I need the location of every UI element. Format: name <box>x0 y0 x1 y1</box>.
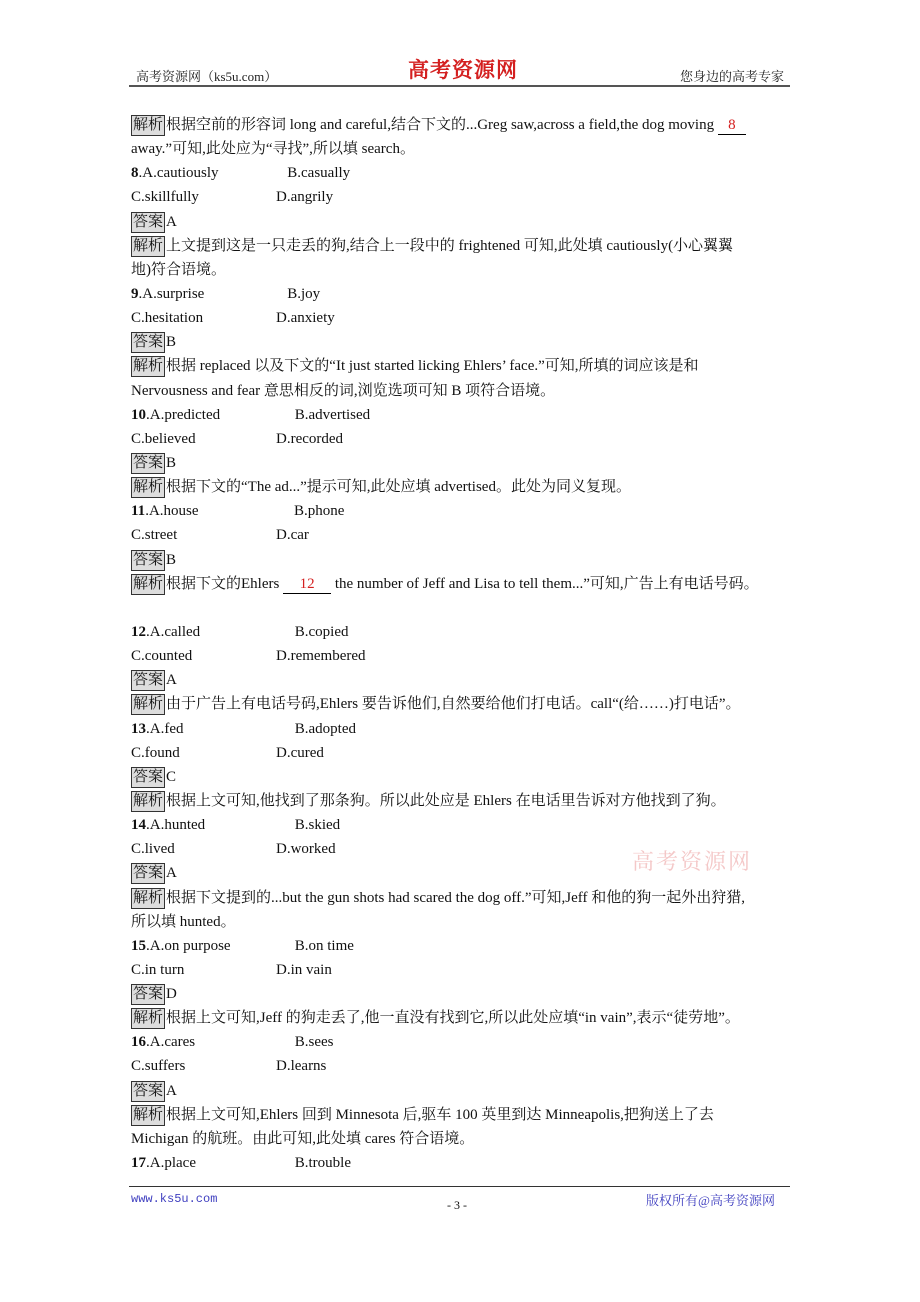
answer-value: C <box>166 768 177 785</box>
answer-line <box>131 330 811 354</box>
analysis-text: Michigan 的航班。由此可知,此处填 cares 符合语境。 <box>131 1130 475 1147</box>
option-c: C.skillfully <box>131 189 199 206</box>
analysis-text: 根据上文可知,他找到了那条狗。所以此处应是 Ehlers 在电话里告诉对方他找到了狗。 <box>166 792 726 809</box>
analysis-text: 根据下文的“The ad...”提示可知,此处应填 advertised。此处为同义复现。 <box>166 479 631 496</box>
analysis-text: the number of Jeff and Lisa to tell them...”可知,广告上有电话号码。 <box>331 575 759 592</box>
option-a: A.cautiously <box>142 165 219 182</box>
analysis-line <box>131 1103 811 1127</box>
analysis-line <box>131 475 811 499</box>
footer-link[interactable]: www.ks5u.com <box>131 1192 218 1206</box>
analysis-line <box>131 258 811 282</box>
option-b: B.adopted <box>294 720 356 737</box>
option-c: C.lived <box>131 841 175 858</box>
question-options-row: 14.A.hunted B.skied <box>131 813 811 837</box>
option-c: C.found <box>131 744 180 761</box>
answer-label: 答案 <box>131 550 165 571</box>
answer-line <box>131 1079 811 1103</box>
answer-label: 答案 <box>131 984 165 1005</box>
answer-value: A <box>166 865 177 882</box>
answer-label: 答案 <box>131 670 165 691</box>
header-divider <box>129 85 790 87</box>
option-d: D.in vain <box>276 961 332 978</box>
question-number: 9 <box>131 285 139 302</box>
question-number: 11 <box>131 503 146 520</box>
question-options-row: 10.A.predicted B.advertised <box>131 403 811 427</box>
question-number: 8 <box>131 165 139 182</box>
analysis-line <box>131 886 811 910</box>
analysis-label: 解析 <box>131 115 165 136</box>
question-options-row <box>131 185 811 209</box>
analysis-text: Nervousness and fear 意思相反的词,浏览选项可知 B 项符合语境。 <box>131 382 556 399</box>
empty-line <box>131 596 811 620</box>
analysis-label: 解析 <box>131 236 165 257</box>
question-options-row <box>131 644 811 668</box>
analysis-line <box>131 1127 811 1151</box>
option-c: C.believed <box>131 430 196 447</box>
option-d: D.car <box>276 527 309 544</box>
option-a: A.hunted <box>149 817 206 834</box>
question-number: 16 <box>131 1034 146 1051</box>
analysis-text: 上文提到这是一只走丢的狗,结合上一段中的 frightened 可知,此处填 cautiously(小心翼翼 <box>166 237 734 254</box>
footer-copyright: 版权所有@高考资源网 <box>646 1193 775 1208</box>
answer-line <box>131 210 811 234</box>
analysis-label: 解析 <box>131 574 165 595</box>
analysis-text: 根据空前的形容词 long and careful,结合下文的...Greg saw,across a field,the dog moving <box>166 117 718 133</box>
question-options-row: 17.A.place B.trouble <box>131 1151 811 1175</box>
analysis-line <box>131 572 811 596</box>
question-options-row: 13.A.fed B.adopted <box>131 717 811 741</box>
option-a: A.place <box>149 1155 196 1172</box>
option-c: C.hesitation <box>131 310 204 327</box>
option-a: A.fed <box>149 720 184 737</box>
question-number: 15 <box>131 937 146 954</box>
question-options-row <box>131 427 811 451</box>
option-c: C.street <box>131 527 178 544</box>
analysis-text: away.”可知,此处应为“寻找”,所以填 search。 <box>131 141 415 158</box>
page-number: - 3 - <box>447 1198 467 1212</box>
option-b: B.advertised <box>294 406 371 423</box>
answer-line <box>131 982 811 1006</box>
option-b: B.trouble <box>294 1155 351 1172</box>
question-number: 12 <box>131 623 146 640</box>
question-options-row: 9.A.surprise B.joy <box>131 282 811 306</box>
analysis-label: 解析 <box>131 1105 165 1126</box>
question-options-row: 15.A.on purpose B.on time <box>131 934 811 958</box>
analysis-text: 根据下文的Ehlers <box>166 575 284 592</box>
analysis-line <box>131 354 811 378</box>
blank-number: 8 <box>718 116 746 135</box>
analysis-text: 根据上文可知,Jeff 的狗走丢了,他一直没有找到它,所以此处应填“in vain”,表示“徒劳地”。 <box>166 1010 740 1027</box>
option-a: A.surprise <box>142 285 205 302</box>
option-a: A.called <box>149 623 201 640</box>
answer-label: 答案 <box>131 863 165 884</box>
question-options-row <box>131 741 811 765</box>
analysis-text: 根据下文提到的...but the gun shots had scared the dog off.”可知,Jeff 和他的狗一起外出狩猎, <box>166 889 745 906</box>
analysis-text: 由于广告上有电话号码,Ehlers 要告诉他们,自然要给他们打电话。call“(给……)打电话”。 <box>166 696 741 713</box>
header-logo: 高考资源网 <box>408 58 518 82</box>
question-options-row: 16.A.cares B.sees <box>131 1030 811 1054</box>
blank-number: 12 <box>283 575 331 594</box>
option-b: B.casually <box>287 165 351 182</box>
analysis-line <box>131 1006 811 1030</box>
analysis-text: 所以填 hunted。 <box>131 913 236 930</box>
option-c: C.suffers <box>131 1058 186 1075</box>
analysis-label: 解析 <box>131 791 165 812</box>
analysis-line <box>131 789 811 813</box>
answer-value: B <box>166 334 177 351</box>
answer-value: B <box>166 454 177 471</box>
question-number: 14 <box>131 817 146 834</box>
analysis-label: 解析 <box>131 1008 165 1029</box>
answer-label: 答案 <box>131 767 165 788</box>
answer-value: B <box>166 551 177 568</box>
analysis-text: 根据上文可知,Ehlers 回到 Minnesota 后,驱车 100 英里到达 Minneapolis,把狗送上了去 <box>166 1106 714 1123</box>
option-c: C.counted <box>131 648 193 665</box>
answer-line <box>131 548 811 572</box>
header-site-name: 高考资源网（ks5u.com） <box>136 69 278 84</box>
option-b: B.skied <box>294 817 341 834</box>
header-slogan: 您身边的高考专家 <box>679 69 784 84</box>
analysis-line <box>131 137 811 161</box>
analysis-line <box>131 910 811 934</box>
option-b: B.phone <box>293 503 345 520</box>
answer-label: 答案 <box>131 332 165 353</box>
option-a: A.predicted <box>149 406 221 423</box>
option-d: D.recorded <box>276 430 344 447</box>
answer-label: 答案 <box>131 1081 165 1102</box>
answer-value: A <box>166 672 177 689</box>
answer-value: D <box>166 986 177 1003</box>
analysis-label: 解析 <box>131 694 165 715</box>
answer-label: 答案 <box>131 212 165 233</box>
option-d: D.worked <box>276 841 336 858</box>
option-b: B.joy <box>287 285 321 302</box>
option-a: A.on purpose <box>149 937 231 954</box>
option-b: B.sees <box>294 1034 334 1051</box>
answer-label: 答案 <box>131 453 165 474</box>
analysis-line <box>131 379 811 403</box>
answer-line <box>131 765 811 789</box>
watermark: 高考资源网 <box>632 849 753 874</box>
analysis-line <box>131 692 811 716</box>
option-b: B.on time <box>294 937 354 954</box>
option-c: C.in turn <box>131 961 185 978</box>
answer-line <box>131 668 811 692</box>
question-options-row <box>131 1054 811 1078</box>
analysis-text: 地)符合语境。 <box>131 261 226 278</box>
analysis-text: 根据 replaced 以及下文的“It just started licking Ehlers’ face.”可知,所填的词应该是和 <box>166 358 699 375</box>
question-number: 13 <box>131 720 146 737</box>
question-options-row: 11.A.house B.phone <box>131 499 811 523</box>
analysis-line <box>131 113 811 137</box>
question-options-row <box>131 523 811 547</box>
option-a: A.house <box>148 503 199 520</box>
option-d: D.anxiety <box>276 310 335 327</box>
question-options-row <box>131 306 811 330</box>
answer-value: A <box>166 213 177 230</box>
footer-divider <box>129 1186 790 1187</box>
option-d: D.angrily <box>276 189 334 206</box>
option-d: D.learns <box>276 1058 327 1075</box>
question-options-row: 12.A.called B.copied <box>131 620 811 644</box>
analysis-label: 解析 <box>131 477 165 498</box>
option-a: A.cares <box>149 1034 196 1051</box>
option-b: B.copied <box>294 623 349 640</box>
answer-line <box>131 451 811 475</box>
option-d: D.remembered <box>276 648 366 665</box>
document-body <box>131 113 811 1175</box>
analysis-line <box>131 234 811 258</box>
analysis-label: 解析 <box>131 888 165 909</box>
question-options-row: 8.A.cautiously B.casually <box>131 161 811 185</box>
answer-value: A <box>166 1082 177 1099</box>
question-number: 10 <box>131 406 146 423</box>
question-number: 17 <box>131 1155 146 1172</box>
question-options-row <box>131 958 811 982</box>
analysis-label: 解析 <box>131 356 165 377</box>
option-d: D.cured <box>276 744 324 761</box>
